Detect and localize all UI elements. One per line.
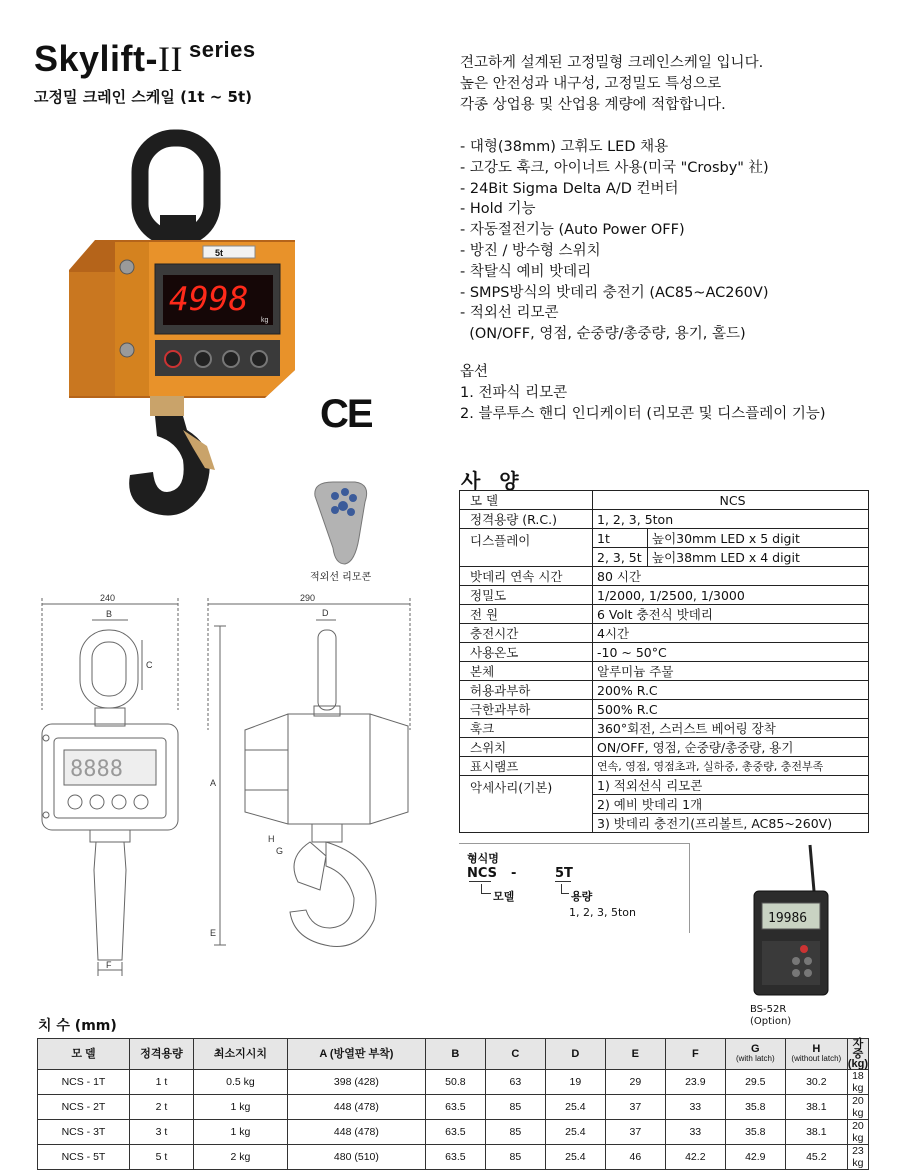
feature-item: - 적외선 리모콘 <box>460 305 559 322</box>
dim-label-b: B <box>106 609 113 619</box>
table-row <box>38 1095 869 1120</box>
dim-label-c: C <box>146 660 153 670</box>
table-cell: 19 <box>545 1070 605 1095</box>
spec-label: 모 델 <box>460 491 593 510</box>
hook <box>129 396 215 516</box>
table-cell: NCS - 2T <box>38 1095 130 1120</box>
option-item: 2. 블루투스 핸디 인디케이터 (리모콘 및 디스플레이 기능) <box>460 405 826 422</box>
col-header-g <box>725 1039 785 1070</box>
spec-label: 허용과부하 <box>460 681 593 700</box>
net-gross-button <box>223 351 239 367</box>
table-cell: 398 (428) <box>287 1070 425 1095</box>
table-cell: 1 kg <box>193 1120 287 1145</box>
handheld-option-caption: (Option) <box>750 1016 792 1027</box>
spec-label: 사용온도 <box>460 643 593 662</box>
col-header-h-sub: (without latch) <box>791 1054 842 1063</box>
spec-value: 4시간 <box>593 624 869 643</box>
table-row <box>38 1145 869 1170</box>
model-code-label-model: 모델 <box>493 890 515 903</box>
table-cell: 30.2 <box>785 1070 847 1095</box>
spec-value: 3) 밧데리 충전기(프리볼트, AC85~260V) <box>593 814 869 833</box>
table-cell: 63.5 <box>425 1095 485 1120</box>
table-cell: 2 t <box>129 1095 193 1120</box>
intro-text <box>460 53 763 115</box>
table-cell: 0.5 kg <box>193 1070 287 1095</box>
spec-value: 1) 적외선식 리모콘 <box>593 776 869 795</box>
spec-row <box>460 567 869 586</box>
table-cell: 25.4 <box>545 1095 605 1120</box>
col-header: C <box>485 1039 545 1070</box>
spec-value: 6 Volt 충전식 밧데리 <box>593 605 869 624</box>
table-cell: 29.5 <box>725 1070 785 1095</box>
option-item: 1. 전파식 리모콘 <box>460 384 568 401</box>
col-header: F <box>665 1039 725 1070</box>
table-cell: NCS - 5T <box>38 1145 130 1170</box>
table-cell: 85 <box>485 1145 545 1170</box>
spec-value: NCS <box>593 491 869 510</box>
spec-value: 알루미늄 주물 <box>593 662 869 681</box>
table-cell: 37 <box>605 1120 665 1145</box>
spec-value: 200% R.C <box>593 681 869 700</box>
table-cell: 37 <box>605 1095 665 1120</box>
power-button <box>165 351 181 367</box>
table-cell: 42.9 <box>725 1145 785 1170</box>
dim-label-g: G <box>276 846 284 856</box>
dim-label-f: F <box>106 960 112 970</box>
model-code-underline <box>469 880 491 882</box>
dim-label-d: D <box>322 608 329 618</box>
brand-name: Skylift- <box>34 38 159 79</box>
dimensions-heading: 치 수 (mm) <box>38 1018 117 1034</box>
model-code-capacities: 1, 2, 3, 5ton <box>569 906 636 919</box>
spec-row <box>460 662 869 681</box>
table-row <box>38 1120 869 1145</box>
table-row <box>38 1070 869 1095</box>
ir-remote-image <box>305 478 385 568</box>
spec-value: ON/OFF, 영점, 순중량/총중량, 용기 <box>593 738 869 757</box>
col-header: 자중(kg) <box>847 1038 869 1070</box>
dimension-drawing <box>30 590 450 975</box>
table-cell: 480 (510) <box>287 1145 425 1170</box>
handheld-readout: 19986 <box>768 911 808 926</box>
feature-item: - 24Bit Sigma Delta A/D 컨버터 <box>460 180 679 197</box>
table-cell: 63.5 <box>425 1120 485 1145</box>
width-240-label: 240 <box>100 593 116 603</box>
crane-scale-image <box>55 130 305 530</box>
table-cell: 45.2 <box>785 1145 847 1170</box>
spec-label: 극한과부하 <box>460 700 593 719</box>
col-header: E <box>605 1039 665 1070</box>
spec-row <box>460 586 869 605</box>
table-cell: 38.1 <box>785 1095 847 1120</box>
col-header: 최소지시치 <box>193 1039 287 1070</box>
table-cell: NCS - 3T <box>38 1120 130 1145</box>
col-header: A (방열판 부착) <box>287 1039 425 1070</box>
zero-button <box>195 351 211 367</box>
spec-value: 높이38mm LED x 4 digit <box>648 548 869 567</box>
col-header: B <box>425 1039 485 1070</box>
spec-label: 충전시간 <box>460 624 593 643</box>
spec-label: 정밀도 <box>460 586 593 605</box>
table-cell: 25.4 <box>545 1120 605 1145</box>
options-title: 옵션 <box>460 364 489 380</box>
table-cell: 20 kg <box>847 1120 868 1145</box>
feature-item: - SMPS방식의 밧데리 충전기 (AC85~AC260V) <box>460 284 769 301</box>
table-cell: 35.8 <box>725 1095 785 1120</box>
spec-label: 훅크 <box>460 719 593 738</box>
feature-list <box>460 137 769 345</box>
shackle-ring <box>140 138 212 245</box>
spec-table <box>459 490 869 833</box>
ce-mark: CE <box>320 392 372 436</box>
feature-item: - Hold 기능 <box>460 201 536 218</box>
spec-row <box>460 510 869 529</box>
feature-item: - 고강도 훅크, 아이너트 사용(미국 "Crosby" 社) <box>460 159 769 176</box>
spec-row <box>460 738 869 757</box>
spec-row <box>460 757 869 776</box>
table-cell: 85 <box>485 1095 545 1120</box>
spec-row <box>460 776 869 795</box>
dim-label-h: H <box>268 834 275 844</box>
spec-label: 디스플레이 <box>460 529 593 567</box>
drawing-display-digits: 8888 <box>70 757 123 782</box>
spec-row <box>460 681 869 700</box>
spec-value: 2) 예비 밧데리 1개 <box>593 795 869 814</box>
spec-label: 스위치 <box>460 738 593 757</box>
intro-line: 각종 상업용 및 산업용 계량에 적합합니다. <box>460 96 726 113</box>
series-label: series <box>189 37 256 62</box>
product-title <box>34 38 256 80</box>
table-cell: 448 (478) <box>287 1095 425 1120</box>
table-cell: 25.4 <box>545 1145 605 1170</box>
spec-label: 악세사리(기본) <box>460 776 593 833</box>
table-cell: 50.8 <box>425 1070 485 1095</box>
col-header: 모 델 <box>38 1039 130 1070</box>
table-cell: 85 <box>485 1120 545 1145</box>
table-cell: 23.9 <box>665 1070 725 1095</box>
intro-line: 높은 안전성과 내구성, 고정밀도 특성으로 <box>460 75 722 92</box>
led-readout: 4998 <box>169 279 249 318</box>
table-cell: 33 <box>665 1120 725 1145</box>
table-cell: 42.2 <box>665 1145 725 1170</box>
spec-value: -10 ~ 50°C <box>593 643 869 662</box>
options-section <box>460 362 826 424</box>
table-cell: 1 kg <box>193 1095 287 1120</box>
handheld-indicator-image <box>748 843 838 1013</box>
dim-label-a: A <box>210 778 217 788</box>
spec-label: 정격용량 (R.C.) <box>460 510 593 529</box>
table-cell: 23 kg <box>847 1145 868 1170</box>
col-header: 정격용량 <box>129 1039 193 1070</box>
spec-label: 전 원 <box>460 605 593 624</box>
product-subtitle: 고정밀 크레인 스케일 (1t ~ 5t) <box>34 88 253 106</box>
spec-row <box>460 529 869 548</box>
col-header-h <box>785 1039 847 1070</box>
dimensions-table <box>37 1038 869 1170</box>
table-cell: 448 (478) <box>287 1120 425 1145</box>
col-header-g-letter: G <box>751 1043 760 1055</box>
model-code-ncs: NCS <box>467 866 498 881</box>
spec-value: 360°회전, 스러스트 베어링 장착 <box>593 719 869 738</box>
led-unit: kg <box>261 317 269 324</box>
intro-line: 견고하게 설계된 고정밀형 크레인스케일 입니다. <box>460 55 764 71</box>
capacity-code-underline <box>555 880 571 882</box>
col-header: D <box>545 1039 605 1070</box>
model-code-capacity: 5T <box>555 866 573 881</box>
col-header-h-letter: H <box>812 1043 821 1055</box>
feature-item: (ON/OFF, 영점, 순중량/총중량, 용기, 홀드) <box>460 326 746 343</box>
table-cell: 46 <box>605 1145 665 1170</box>
capacity-connector <box>561 884 569 894</box>
spec-value: 1/2000, 1/2500, 1/3000 <box>593 586 869 605</box>
spec-value: 높이30mm LED x 5 digit <box>648 529 869 548</box>
spec-heading: 사 양 <box>461 469 525 493</box>
model-code-label-capacity: 용량 <box>571 890 593 903</box>
model-code-dash: - <box>511 866 517 881</box>
spec-sublabel: 1t <box>593 529 648 548</box>
table-cell: 20 kg <box>847 1095 868 1120</box>
feature-item: - 자동절전기능 (Auto Power OFF) <box>460 222 685 239</box>
feature-item: - 방진 / 방수형 스위치 <box>460 242 601 259</box>
scale-body <box>69 240 295 398</box>
spec-row <box>460 605 869 624</box>
spec-value: 연속, 영점, 영점초과, 실하중, 총중량, 충전부족 <box>593 757 869 776</box>
col-header-g-sub: (with latch) <box>735 1054 775 1063</box>
spec-label: 본체 <box>460 662 593 681</box>
table-cell: 5 t <box>129 1145 193 1170</box>
dimensions-header-row <box>38 1039 869 1070</box>
spec-label: 밧데리 연속 시간 <box>460 567 593 586</box>
table-cell: 18 kg <box>847 1070 868 1095</box>
table-cell: 2 kg <box>193 1145 287 1170</box>
table-cell: 38.1 <box>785 1120 847 1145</box>
spec-value: 1, 2, 3, 5ton <box>593 510 869 529</box>
remote-caption: 적외선 리모콘 <box>310 572 372 583</box>
spec-row <box>460 491 869 510</box>
spec-row <box>460 643 869 662</box>
table-cell: 1 t <box>129 1070 193 1095</box>
spec-value: 80 시간 <box>593 567 869 586</box>
table-cell: 29 <box>605 1070 665 1095</box>
table-cell: 3 t <box>129 1120 193 1145</box>
table-cell: 63.5 <box>425 1145 485 1170</box>
spec-row <box>460 719 869 738</box>
feature-item: - 착탈식 예비 밧데리 <box>460 263 592 280</box>
spec-label: 표시램프 <box>460 757 593 776</box>
spec-sublabel: 2, 3, 5t <box>593 548 648 567</box>
dim-label-e: E <box>210 928 217 938</box>
model-code-title: 형식명 <box>467 852 499 865</box>
table-cell: NCS - 1T <box>38 1070 130 1095</box>
tare-button <box>251 351 267 367</box>
handheld-model-caption: BS-52R <box>750 1004 787 1015</box>
capacity-plate: 5t <box>215 248 224 258</box>
feature-item: - 대형(38mm) 고휘도 LED 채용 <box>460 139 669 155</box>
spec-row <box>460 624 869 643</box>
roman-numeral: II <box>158 39 184 79</box>
width-290-label: 290 <box>300 593 316 603</box>
spec-value: 500% R.C <box>593 700 869 719</box>
table-cell: 33 <box>665 1095 725 1120</box>
model-code-box <box>459 843 690 933</box>
spec-row <box>460 700 869 719</box>
model-connector <box>481 884 491 894</box>
table-cell: 63 <box>485 1070 545 1095</box>
table-cell: 35.8 <box>725 1120 785 1145</box>
